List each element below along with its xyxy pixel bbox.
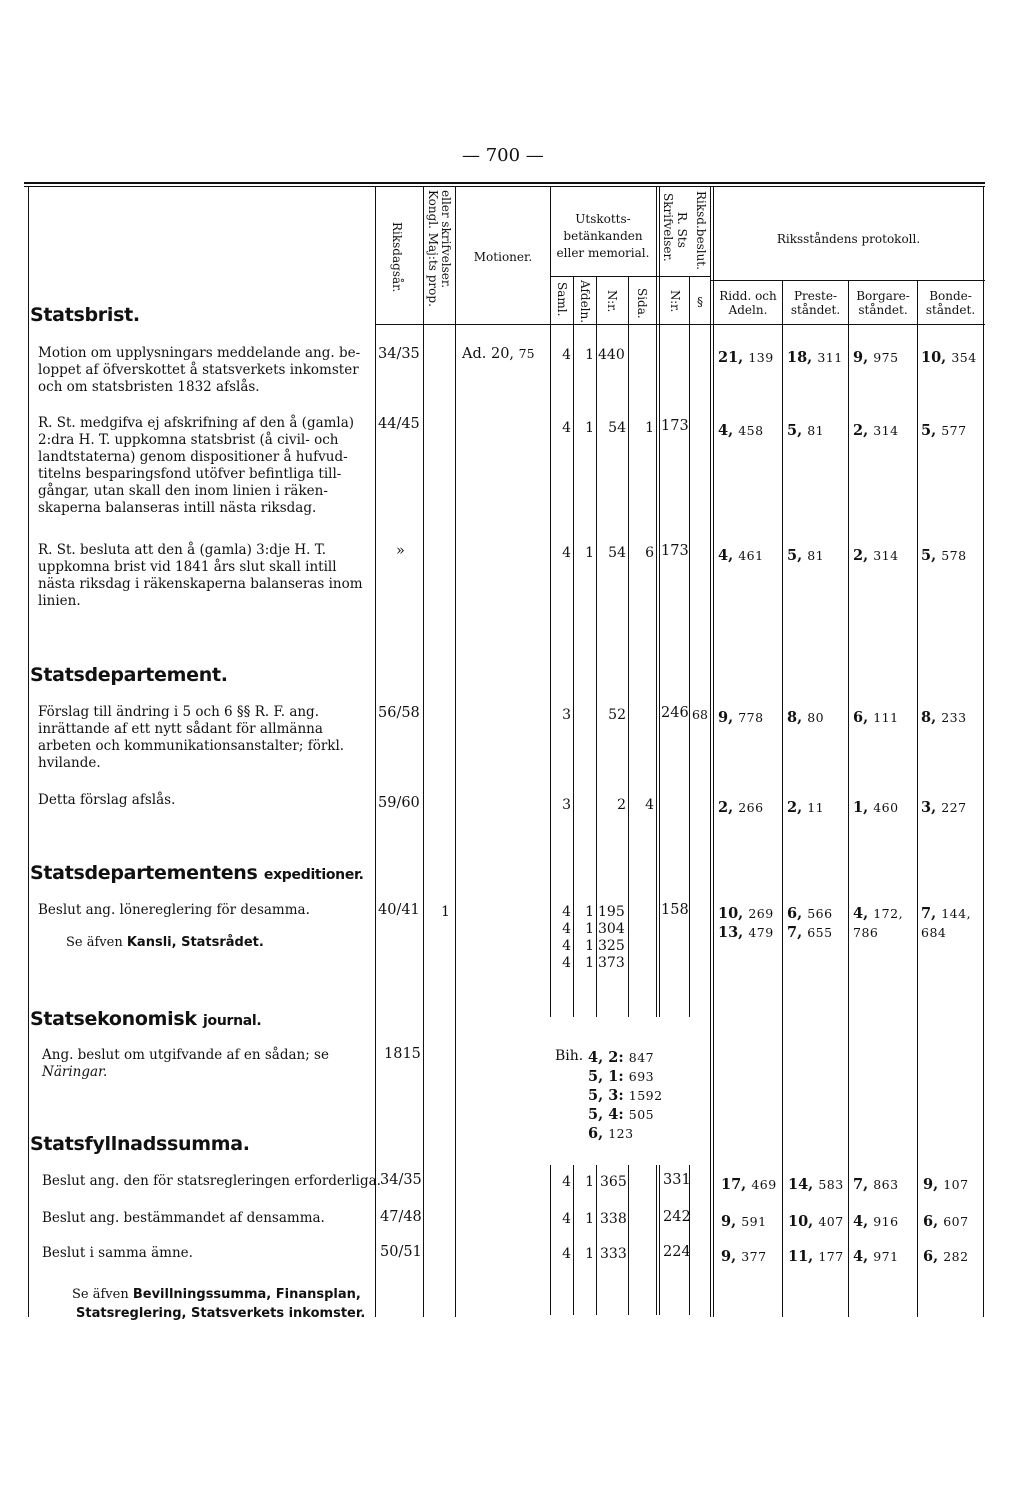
header-borg-1: Borgare- <box>856 289 910 303</box>
row-borg: 4, 971 <box>853 1248 899 1265</box>
header-kongl-2: eller skrifvelser. <box>439 190 453 289</box>
header-nr: N:r. <box>605 290 619 313</box>
row-year: 34/35 <box>378 346 420 362</box>
header-prest-2: ståndet. <box>790 303 841 317</box>
row-description: Beslut i samma ämne. <box>42 1245 193 1261</box>
row-borg: 1, 460 <box>853 799 899 816</box>
header-utskotts-3: eller memorial. <box>556 246 650 260</box>
row-ridd: 10, 269 13, 479 <box>718 905 774 941</box>
row-prest: 18, 311 <box>787 349 843 366</box>
row-description: R. St. medgifva ej afskrifning af den å (gamla) 2:dra H. T. uppkomna statsbrist (å civil- och landtstaterna) genom dispositioner å hufvud- titelns besparingsfond utöfver befintliga till- gångar, utan skall den inom linien i räken- skaperna balanseras intill nästa riksdag. <box>38 415 355 516</box>
section-title: Statsdepartementens expeditioner. <box>30 862 364 884</box>
row-ridd: 9, 377 <box>721 1248 767 1265</box>
row-year: 1815 <box>384 1046 421 1062</box>
header-rsts-1: R. Sts <box>675 212 689 248</box>
header-riksd-beslut: Riksd.beslut. <box>694 191 708 270</box>
row-bonde: 5, 577 <box>921 422 967 439</box>
row-rsts-nr: 173 <box>661 418 689 434</box>
header-saml: Saml. <box>555 282 569 317</box>
row-nr: 54 <box>608 420 626 436</box>
row-rsts-nr: 331 <box>663 1172 691 1188</box>
row-sida: 6 <box>645 545 654 561</box>
row-saml: 4 <box>562 347 571 363</box>
row-borg: 2, 314 <box>853 547 899 564</box>
row-afdeln: 1 1 1 1 <box>585 904 594 971</box>
row-ridd: 17, 469 <box>721 1176 777 1193</box>
header-ridd-1: Ridd. och <box>719 289 777 303</box>
row-bonde: 7, 144, 684 <box>921 905 972 940</box>
row-afdeln: 1 <box>585 1174 594 1190</box>
row-ridd: 9, 591 <box>721 1213 767 1230</box>
section-title: Statsdepartement. <box>30 664 228 686</box>
row-year: 56/58 <box>378 705 420 721</box>
row-year: 50/51 <box>380 1244 422 1260</box>
row-saml: 4 4 4 4 <box>562 904 571 971</box>
section-title: Statsbrist. <box>30 304 140 326</box>
header-riksd-sym: § <box>697 295 703 309</box>
row-afdeln: 1 <box>585 420 594 436</box>
row-description: Motion om upplysningars meddelande ang. be- loppet af öfverskottet å statsverkets inkomster och om statsbristen 1832 afslås. <box>38 345 361 395</box>
header-sida: Sida. <box>635 288 649 319</box>
row-year: 59/60 <box>378 795 420 811</box>
row-year: 47/48 <box>380 1209 422 1225</box>
row-saml: 3 <box>562 797 571 813</box>
row-kongl: 1 <box>441 904 450 920</box>
row-rsts-nr: 173 <box>661 543 689 559</box>
row-prest: 2, 11 <box>787 799 825 816</box>
row-borg: 4, 916 <box>853 1213 899 1230</box>
row-borg: 7, 863 <box>853 1176 899 1193</box>
header-riksdagsar: Riksdagsår. <box>390 222 404 293</box>
row-sida: 1 <box>645 420 654 436</box>
row-rsts-nr: 246 <box>661 705 689 721</box>
section-title: Statsfyllnadssumma. <box>30 1133 250 1155</box>
row-year: » <box>396 543 405 559</box>
row-prest: 5, 81 <box>787 422 825 439</box>
row-saml: 4 <box>562 420 571 436</box>
header-prest-1: Preste- <box>793 289 838 303</box>
header-kongl-1: Kongl. Maj:ts prop. <box>426 190 440 307</box>
row-prest: 5, 81 <box>787 547 825 564</box>
section-title: Statsekonomisk journal. <box>30 1008 262 1030</box>
row-ridd: 4, 458 <box>718 422 764 439</box>
row-nr: 365 <box>600 1174 627 1190</box>
row-prest: 10, 407 <box>788 1213 844 1230</box>
header-utskotts-2: betänkanden <box>563 229 643 243</box>
see-also: Se äfven Kansli, Statsrådet. <box>66 935 264 950</box>
header-afdeln: Afdeln. <box>578 280 592 324</box>
row-description: Beslut ang. den för statsregleringen erforderliga. <box>42 1173 381 1189</box>
row-rsts-nr: 158 <box>661 902 689 918</box>
row-prest: 8, 80 <box>787 709 825 726</box>
row-nr: 440 <box>598 347 625 363</box>
row-bonde: 5, 578 <box>921 547 967 564</box>
row-borg: 9, 975 <box>853 349 899 366</box>
row-ridd: 4, 461 <box>718 547 764 564</box>
row-bih-label: Bih. <box>555 1048 584 1064</box>
row-ridd: 9, 778 <box>718 709 764 726</box>
header-motioner: Motioner. <box>473 250 533 264</box>
row-borg: 4, 172, 786 <box>853 905 904 940</box>
row-saml: 4 <box>562 1246 571 1262</box>
row-afdeln: 1 <box>585 1246 594 1262</box>
row-description: Beslut ang. bestämmandet af densamma. <box>42 1210 325 1226</box>
header-rsts-nr: N:r. <box>668 290 682 313</box>
row-nr: 2 <box>617 797 626 813</box>
page-number: — 700 — <box>462 145 544 166</box>
row-description: R. St. besluta att den å (gamla) 3:dje H. T. uppkomna brist vid 1841 års slut skall intill nästa riksdag i räkenskaperna balanseras inom linien. <box>38 542 363 609</box>
header-borg-2: ståndet. <box>858 303 908 317</box>
row-bih-refs: 4, 2: 847 5, 1: 693 5, 3: 1592 5, 4: 505 6, 123 <box>588 1049 663 1142</box>
row-afdeln: 1 <box>585 1211 594 1227</box>
row-saml: 4 <box>562 1211 571 1227</box>
row-nr: 54 <box>608 545 626 561</box>
header-bonde-2: ståndet. <box>925 303 976 317</box>
row-description: Beslut ang. lönereglering för desamma. <box>38 902 310 918</box>
row-prest: 6, 566 7, 655 <box>787 905 833 941</box>
row-description: Detta förslag afslås. <box>38 792 176 808</box>
row-rsts-nr: 224 <box>663 1244 691 1260</box>
row-bonde: 10, 354 <box>921 349 977 366</box>
row-prest: 14, 583 <box>788 1176 844 1193</box>
row-saml: 3 <box>562 707 571 723</box>
row-description: Förslag till ändring i 5 och 6 §§ R. F. ang. inrättande af ett nytt sådant för allmänna arbeten och kommunikationsanstalter; förkl. hvilande. <box>38 704 345 771</box>
row-description: Ang. beslut om utgifvande af en sådan; se Näringar. <box>42 1047 329 1080</box>
header-bonde-1: Bonde- <box>929 289 972 303</box>
footer-see-also: Se äfven Bevillningssumma, Finansplan, Statsreglering, Statsverkets inkomster. <box>72 1287 366 1321</box>
row-afdeln: 1 <box>585 545 594 561</box>
row-ridd: 2, 266 <box>718 799 764 816</box>
row-nr: 333 <box>600 1246 627 1262</box>
row-rsts-nr: 242 <box>663 1209 691 1225</box>
row-bonde: 3, 227 <box>921 799 967 816</box>
header-protokoll: Riksståndens protokoll. <box>776 232 921 246</box>
row-ridd: 21, 139 <box>718 349 774 366</box>
row-bonde: 8, 233 <box>921 709 967 726</box>
row-riksd-beslut: 68 <box>692 707 708 722</box>
row-nr: 338 <box>600 1211 627 1227</box>
row-year: 40/41 <box>378 902 420 918</box>
row-bonde: 6, 607 <box>923 1213 969 1230</box>
row-prest: 11, 177 <box>788 1248 844 1265</box>
row-borg: 2, 314 <box>853 422 899 439</box>
row-afdeln: 1 <box>585 347 594 363</box>
row-bonde: 9, 107 <box>923 1176 969 1193</box>
row-year: 44/45 <box>378 416 420 432</box>
row-borg: 6, 111 <box>853 709 899 726</box>
row-sida: 4 <box>645 797 654 813</box>
row-saml: 4 <box>562 1174 571 1190</box>
row-motion: Ad. 20, 75 <box>462 346 535 362</box>
header-rsts-2: Skrifvelser. <box>661 193 675 262</box>
row-nr: 52 <box>608 707 626 723</box>
row-saml: 4 <box>562 545 571 561</box>
row-nr: 195 304 325 373 <box>598 904 625 971</box>
header-utskotts-1: Utskotts- <box>575 212 631 226</box>
header-ridd-2: Adeln. <box>728 303 768 317</box>
row-year: 34/35 <box>380 1172 422 1188</box>
row-bonde: 6, 282 <box>923 1248 969 1265</box>
